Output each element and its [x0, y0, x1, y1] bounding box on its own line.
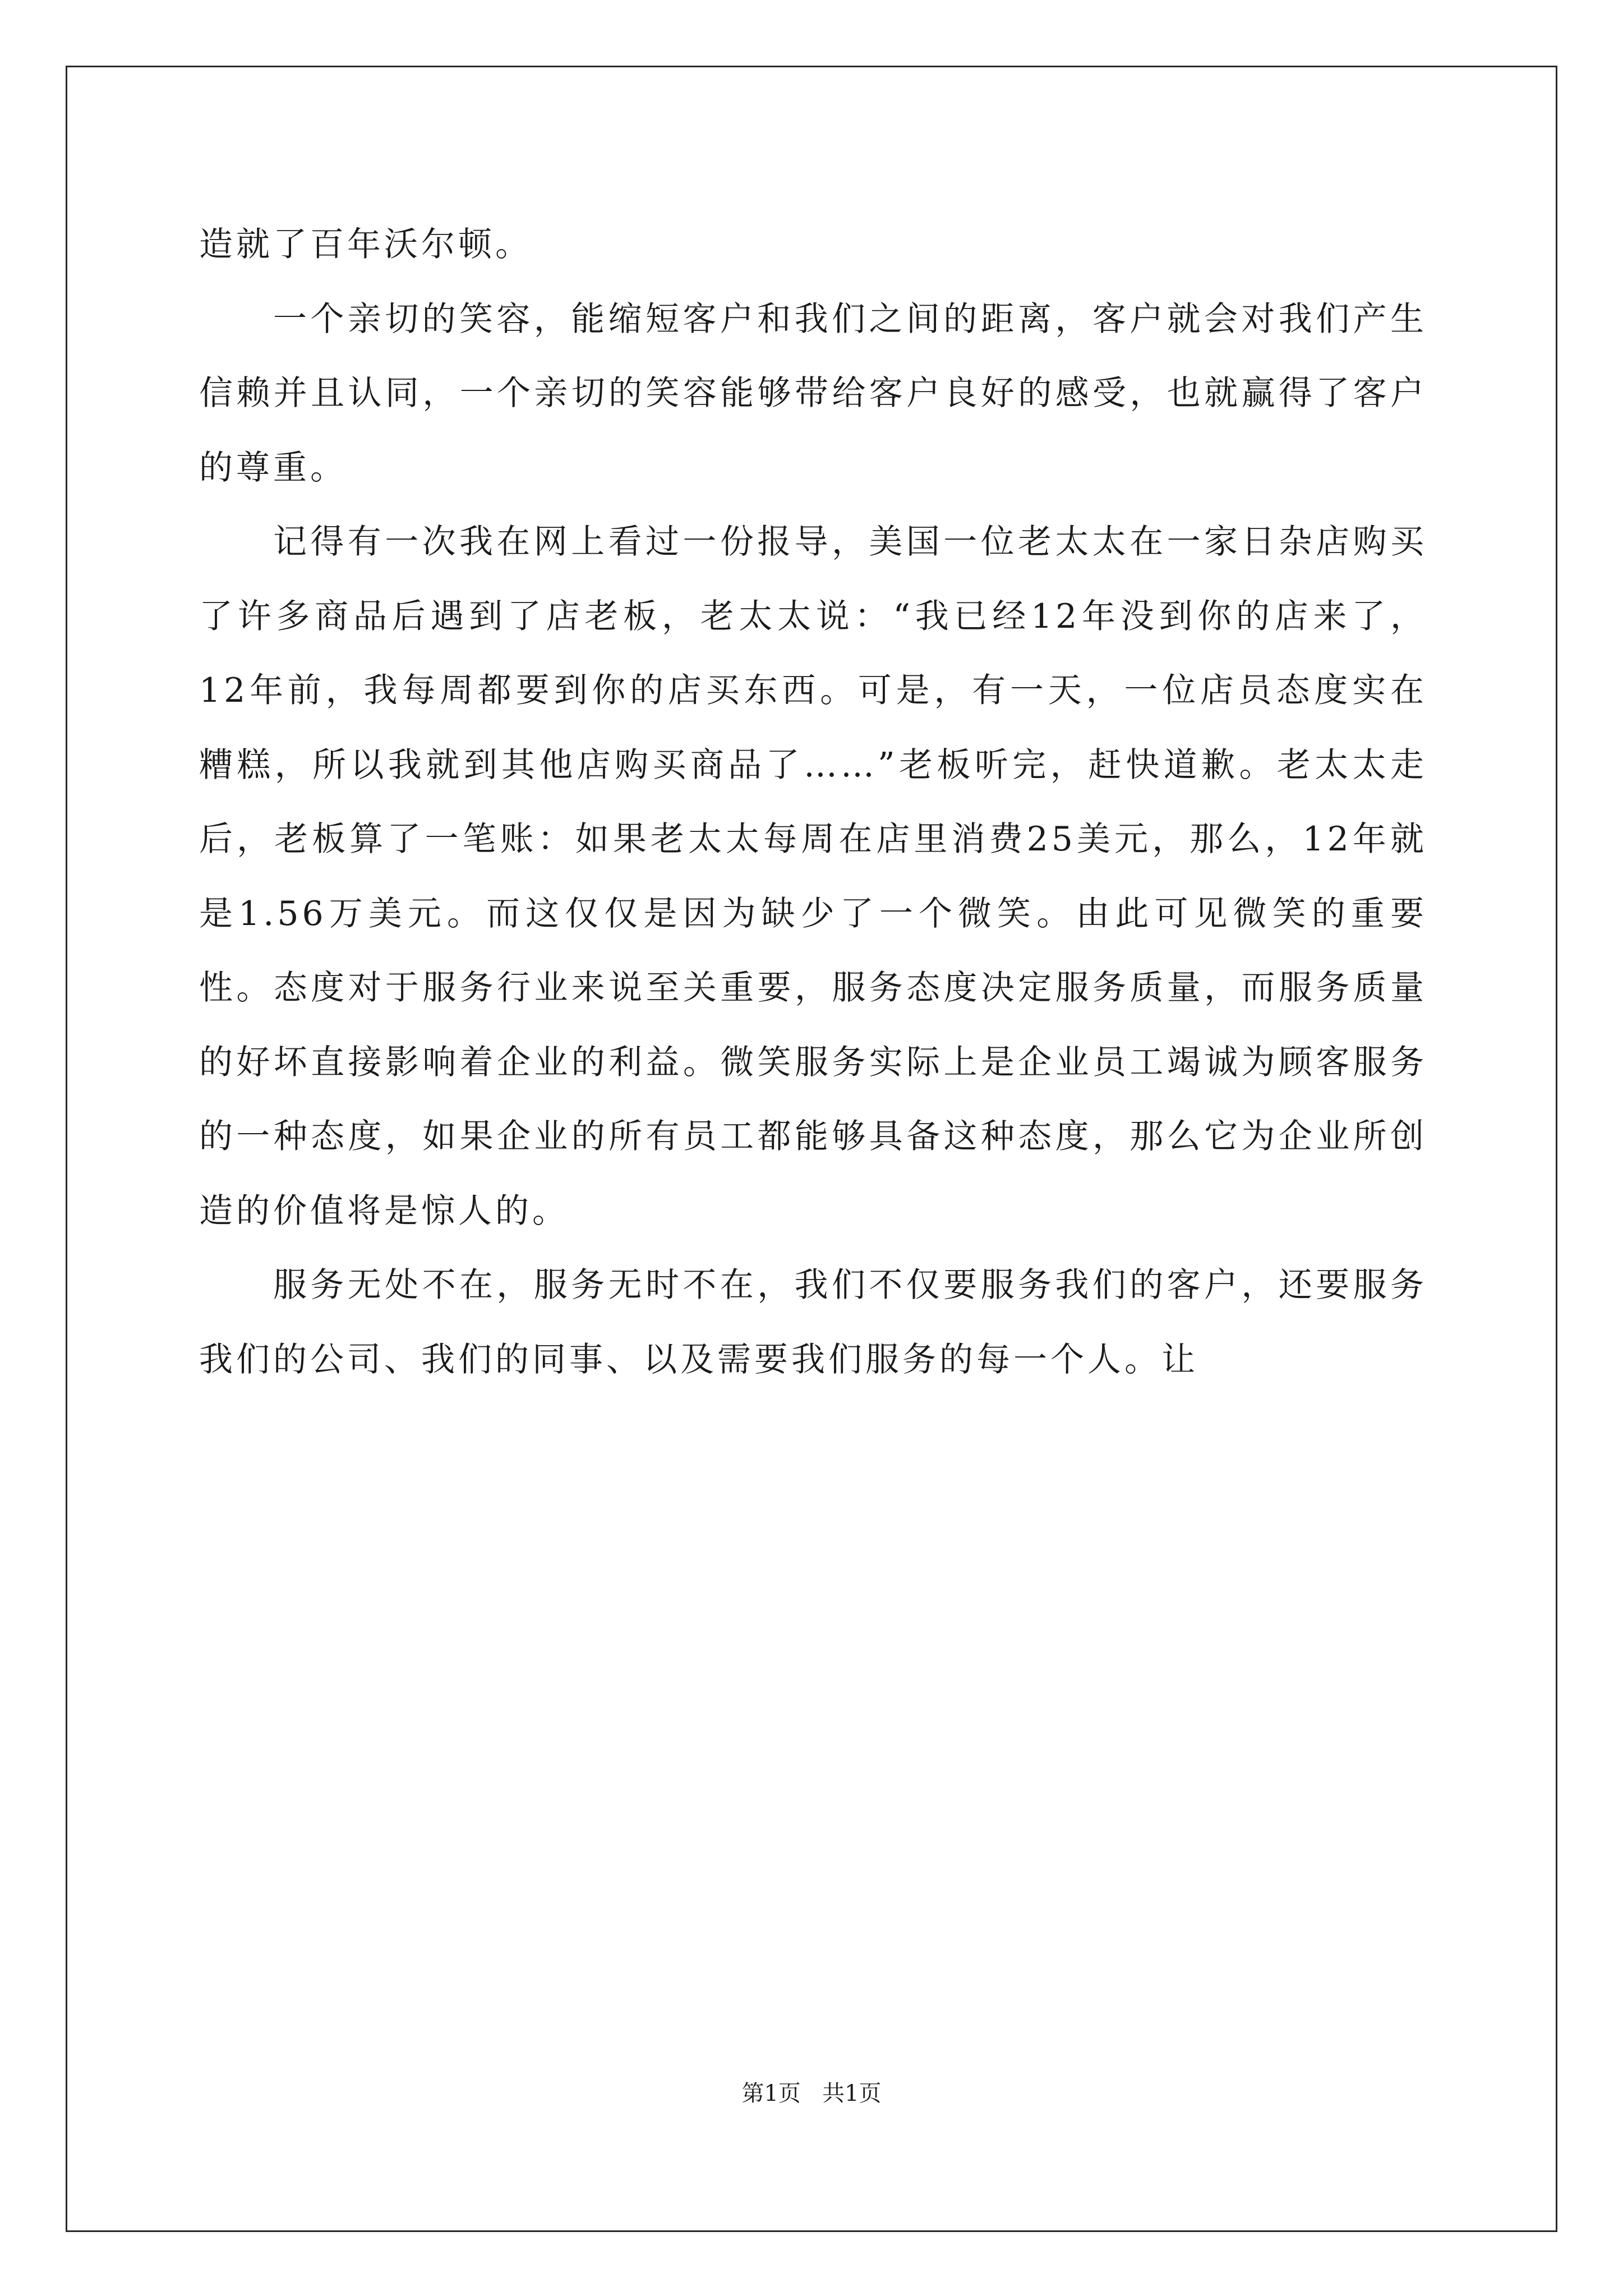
paragraph-4: 服务无处不在，服务无时不在，我们不仅要服务我们的客户，还要服务我们的公司、我们的同事、以及需要我们服务的每一个人。让	[199, 1266, 1427, 1379]
page-number-footer: 第1页 共1页	[741, 2081, 882, 2106]
document-body	[199, 208, 1427, 1397]
paragraph-1: 造就了百年沃尔顿。	[199, 225, 532, 264]
paragraph-3: 记得有一次我在网上看过一份报导，美国一位老太太在一家日杂店购买了许多商品后遇到了店老板，老太太说：“我已经12年没到你的店来了，12年前，我每周都要到你的店买东西。可是，有一天，一位店员态度实在糟糕，所以我就到其他店购买商品了……”老板听完，赶快道歉。老太太走后，老板算了一笔账：如果老太太每周在店里消费25美元，那么，12年就是1.56万美元。而这仅仅是因为缺少了一个微笑。由此可见微笑的重要性。态度对于服务行业来说至关重要，服务态度决定服务质量，而服务质量的好坏直接影响着企业的利益。微笑服务实际上是企业员工竭诚为顾客服务的一种态度，如果企业的所有员工都能够具备这种态度，那么它为企业所创造的价值将是惊人的。	[199, 522, 1427, 1231]
paragraph-2: 一个亲切的笑容，能缩短客户和我们之间的距离，客户就会对我们产生信赖并且认同，一个亲切的笑容能够带给客户良好的感受，也就赢得了客户的尊重。	[199, 299, 1427, 487]
